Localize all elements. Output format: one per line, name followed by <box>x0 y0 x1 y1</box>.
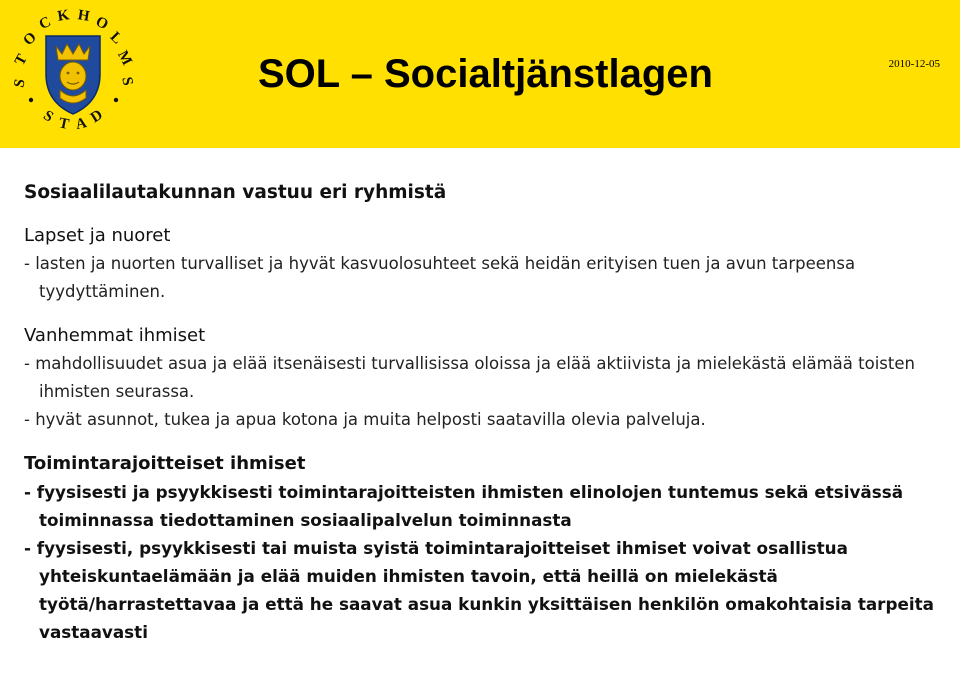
list-item: - fyysisesti ja psyykkisesti toimintarajoitteisten ihmisten elinolojen tuntemus sekä etsivässä toiminnassa tiedottaminen sosiaalipalvelun toiminnasta <box>24 482 904 530</box>
list-item: - hyvät asunnot, tukea ja apua kotona ja muita helposti saatavilla olevia palveluja. <box>24 410 706 429</box>
group-heading: Vanhemmat ihmiset <box>24 325 206 346</box>
logo-letter: O <box>92 13 111 34</box>
group-elderly <box>24 322 944 434</box>
logo-letter: C <box>36 13 54 34</box>
logo-letter: S <box>118 75 136 87</box>
list-item: - lasten ja nuorten turvalliset ja hyvät kasvuolosuhteet sekä heidän erityisen tuen ja avun tarpeensa tyydyttäminen. <box>24 254 856 301</box>
group-disabled <box>24 450 944 646</box>
date-label: 2010-12-05 <box>888 58 940 70</box>
header-bar <box>0 0 960 148</box>
list-item: - mahdollisuudet asua ja elää itsenäisesti turvallisissa oloissa ja elää aktiivista ja mielekästä elämää toisten ihmisten seurassa. <box>24 354 915 401</box>
group-heading: Toimintarajoitteiset ihmiset <box>24 453 306 474</box>
logo-letter: D <box>88 106 106 127</box>
group-children <box>24 222 944 306</box>
logo-letter: T <box>12 51 31 69</box>
group-heading: Lapset ja nuoret <box>24 225 171 246</box>
logo-letter: L <box>106 28 126 48</box>
list-item: - fyysisesti, psyykkisesti tai muista syistä toimintarajoitteiset ihmiset voivat osallistua yhteiskuntaelämään ja elää muiden ihmisten tavoin, että heillä on mielekästä työtä/harrastettavaa ja että he saavat asua kunkin yksittäisen henkilön omakohtaisia tarpeita vastaavasti <box>24 538 934 642</box>
logo-letter: S <box>40 107 56 126</box>
logo-letter: K <box>56 7 71 25</box>
stockholm-logo <box>6 2 136 142</box>
section-subtitle: Sosiaalilautakunnan vastuu eri ryhmistä <box>24 182 447 203</box>
page-title: SOL – Socialtjänstlagen <box>258 52 713 96</box>
document-body <box>24 178 944 662</box>
logo-letter: A <box>74 115 89 134</box>
logo-letter: H <box>76 7 91 25</box>
logo-letter: T <box>57 115 71 133</box>
logo-letter: S <box>11 77 29 89</box>
head-icon <box>60 62 86 90</box>
logo-letter: O <box>20 29 40 49</box>
logo-letter: M <box>114 48 135 69</box>
